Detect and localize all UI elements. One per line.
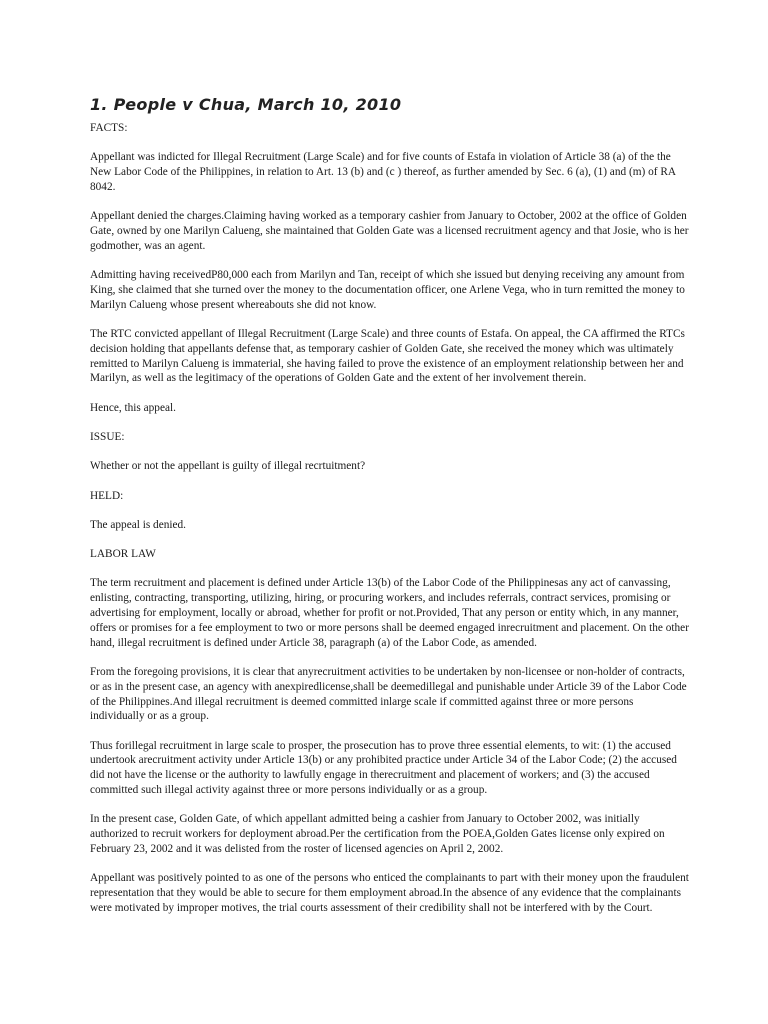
- document-title: 1. People v Chua, March 10, 2010: [90, 95, 402, 114]
- labor-law-paragraph-1: The term recruitment and placement is defined under Article 13(b) of the Labor Code of the Philippinesas any act of canvassing, enlisting, contracting, transporting, utilizing, hiring, or procuring workers, and includes referrals, contract services, promising or advertising for employment, locally or abroad, whether for profit or not.Provided, That any person or entity which, in any manner, offers or promises for a fee employment to two or more persons shall be deemed engaged inrecruitment and placement. On the other hand, illegal recruitment is defined under Article 38, paragraph (a) of the Labor Code, as amended.: [90, 577, 689, 649]
- facts-paragraph-3: Admitting having receivedP80,000 each from Marilyn and Tan, receipt of which she issued but denying receiving any amount from King, she claimed that she turned over the money to the documentation officer, one Arlene Vega, who in turn remitted the money to Marilyn Calueng whose present whereabouts she did not know.: [90, 269, 685, 311]
- facts-heading: FACTS:: [90, 122, 128, 134]
- facts-paragraph-1: Appellant was indicted for Illegal Recruitment (Large Scale) and for five counts of Estafa in violation of Article 38 (a) of the the New Labor Code of the Philippines, in relation to Art. 13 (b) and (c ) thereof, as further amended by Sec. 6 (a), (1) and (m) of RA 8042.: [90, 151, 676, 193]
- issue-paragraph: Whether or not the appellant is guilty of illegal recrtuitment?: [90, 460, 366, 473]
- facts-paragraph-5: Hence, this appeal.: [90, 401, 176, 414]
- held-paragraph: The appeal is denied.: [90, 518, 186, 531]
- labor-law-paragraph-3: Thus forillegal recruitment in large scale to prosper, the prosecution has to prove three essential elements, to wit: (1) the accused undertook arecruitment activity under Article 13(b) or any prohibited practice under Article 34 of the Labor Code; (2) the accused did not have the license or the authority to lawfully engage in therecruitment and placement of workers; and (3) the accused committed such illegal activity against three or more persons individually or as a group.: [90, 739, 677, 796]
- labor-law-paragraph-5: Appellant was positively pointed to as one of the persons who enticed the complainants to part with their money upon the fraudulent representation that they would be able to secure for them employment abroad.In the absence of any evidence that the complainants were motivated by improper motives, the trial courts assessment of their credibility shall not be interfered with by the Court.: [90, 872, 689, 914]
- document-page: [90, 94, 690, 930]
- labor-law-paragraph-4: In the present case, Golden Gate, of which appellant admitted being a cashier from January to October 2002, was initially authorized to recruit workers for deployment abroad.Per the certification from the POEA,Golden Gates license only expired on February 23, 2002 and it was delisted from the roster of licensed agencies on April 2, 2002.: [90, 813, 665, 855]
- document-body: [90, 121, 690, 916]
- issue-heading: ISSUE:: [90, 430, 125, 443]
- labor-law-heading: LABOR LAW: [90, 548, 156, 561]
- facts-paragraph-2: Appellant denied the charges.Claiming having worked as a temporary cashier from January to October, 2002 at the office of Golden Gate, owned by one Marilyn Calueng, she maintained that Golden Gate was a licensed recruitment agency and that Josie, who is her godmother, was an agent.: [90, 210, 689, 252]
- held-heading: HELD:: [90, 489, 124, 502]
- facts-paragraph-4: The RTC convicted appellant of Illegal Recruitment (Large Scale) and three counts of Estafa. On appeal, the CA affirmed the RTCs decision holding that appellants defense that, as temporary cashier of Golden Gate, she received the money which was ultimately remitted to Marilyn Calueng is immaterial, she having failed to prove the existence of an employment relationship between her and Marilyn, as well as the legitimacy of the operations of Golden Gate and the extent of her involvement therein.: [90, 327, 685, 385]
- labor-law-paragraph-2: From the foregoing provisions, it is clear that anyrecruitment activities to be undertaken by non-licensee or non-holder of contracts, or as in the present case, an agency with anexpiredlicense,shall be deemedillegal and punishable under Article 39 of the Labor Code of the Philippines.And illegal recruitment is deemed committed inlarge scale if committed against three or more persons individually or as a group.: [90, 665, 687, 723]
